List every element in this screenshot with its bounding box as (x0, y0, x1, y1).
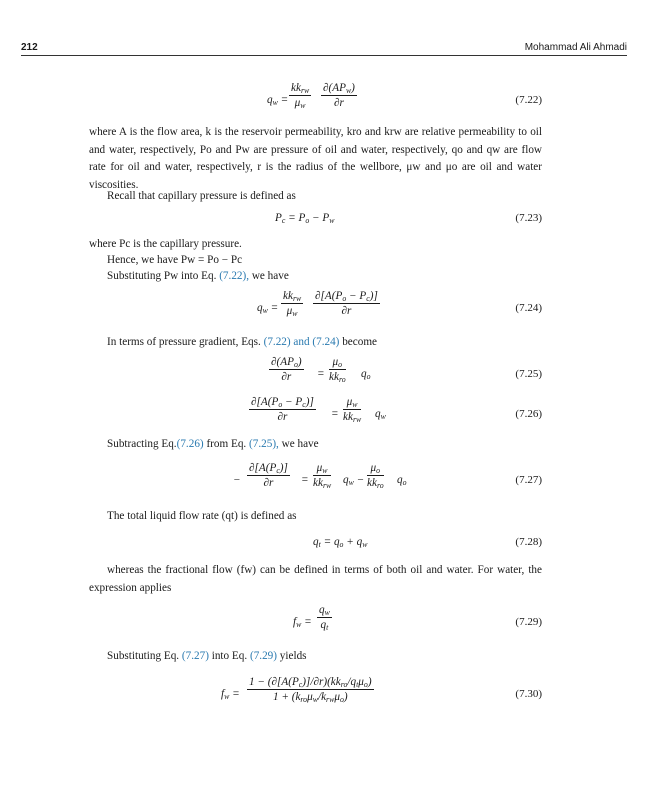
paragraph-recall: Recall that capillary pressure is defined as (107, 190, 296, 202)
equation-7-27: − $\frac{\partial[A(P_c)]}{\partial r}$ = $\mu_w$ $kk_{rw}$ $q_w$ − $\mu_o$ $kk_{ro}$ $q_o$ (7.27) (233, 462, 542, 490)
eq-number: (7.24) (515, 302, 542, 314)
eq-number: (7.25) (515, 368, 542, 380)
paragraph-total-flow: The total liquid flow rate (qt) is defined as (107, 510, 297, 522)
eq-number: (7.29) (515, 616, 542, 628)
eq-ref-link[interactable]: (7.22), (219, 270, 250, 282)
paragraph-subtracting: Subtracting Eq.(7.26) from Eq. (7.25), we have (107, 438, 319, 450)
paragraph-substituting-pw: Substituting Pw into Eq. (7.22), we have (107, 270, 289, 282)
running-header (21, 42, 627, 56)
eq-number: (7.30) (515, 688, 542, 700)
paragraph-pressure-gradient: In terms of pressure gradient, Eqs. (7.22) and (7.24) become (107, 336, 377, 348)
page-number: 212 (21, 42, 38, 53)
paragraph-variable-definitions: where A is the flow area, k is the reservoir permeability, kro and krw are relative permeability to oil and water, respectively, Po and Pw are pressure of oil and water, respectively, qo and qw are flow rate for oil and water, respectively, r is the radius of the wellbore, μw and μo are oil and water viscosities. (89, 126, 542, 191)
equation-7-28: $q_t = q_o + q_w$ (7.28) (313, 536, 542, 549)
equation-7-30: $f_w$ = $1 - (\partial[A(P_c)]/\partial r)(kk_{ro}/q_t\mu_o)$ $1 + (k_{ro}\mu_w/k_{rw}\mu_o)$ (7.30) (221, 676, 542, 704)
eq-number: (7.26) (515, 408, 542, 420)
eq-number: (7.22) (515, 94, 542, 106)
paragraph-substituting-727: Substituting Eq. (7.27) into Eq. (7.29) yields (107, 650, 307, 662)
paragraph-fractional-flow: whereas the fractional flow (fw) can be defined in terms of both oil and water. For water, the expression applies (89, 564, 542, 594)
paragraph-hence: Hence, we have Pw = Po − Pc (107, 254, 243, 266)
eq-number: (7.27) (515, 474, 542, 486)
eq-number: (7.28) (515, 536, 542, 548)
running-author: Mohammad Ali Ahmadi (524, 42, 627, 53)
eq-ref-link[interactable]: (7.29) (249, 650, 277, 662)
equation-7-23: $P_c = P_o - P_w$ (7.23) (275, 212, 542, 225)
equation-7-22: $q_w$ = $kk_{rw}$ $\mu_w$ $\partial(AP_w)$ ∂r (7.22) (267, 82, 542, 110)
eq-ref-link[interactable]: (7.25), (249, 438, 279, 450)
header-rule (21, 55, 627, 56)
equation-7-29: $f_w$ = $\frac{q_w}{q_t}$ (7.29) (293, 604, 542, 632)
equation-7-25: $\partial(AP_o)$ ∂r = $\mu_o$ $kk_{ro}$ $q_o$ (7.25) (271, 356, 542, 384)
equation-7-24: $q_w$ = $kk_{rw}$ $\mu_w$ $\frac{\partial[A(P_o - P_c)]}{\partial r}$ (7.24) (257, 290, 542, 318)
equation-7-26: $\frac{\partial[A(P_o - P_c)]}{\partial r}$ = $\mu_w$ $kk_{rw}$ $q_w$ (7.26) (251, 396, 542, 424)
eq-ref-link[interactable]: (7.26) (176, 438, 204, 450)
paragraph-capillary-def: where Pc is the capillary pressure. (89, 238, 242, 250)
eq-number: (7.23) (515, 212, 542, 224)
eq-ref-link[interactable]: (7.22) and (7.24) (263, 336, 340, 348)
eq-ref-link[interactable]: (7.27) (181, 650, 209, 662)
